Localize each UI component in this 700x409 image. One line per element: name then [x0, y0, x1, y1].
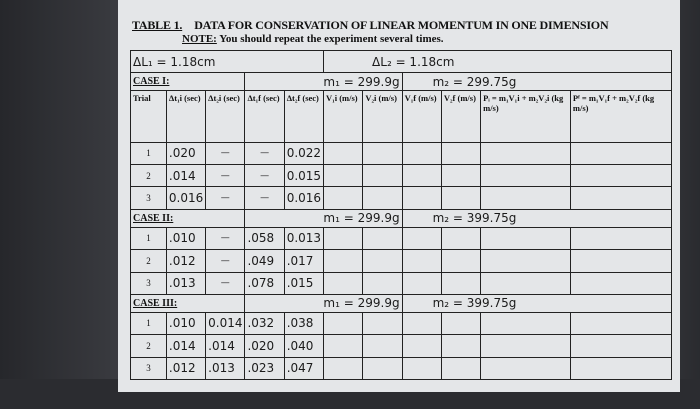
table-row [131, 312, 672, 334]
table-row [131, 250, 672, 272]
table-row [131, 227, 672, 249]
data-cell: — [206, 165, 245, 187]
data-cell: .058 [245, 227, 284, 249]
delta-l2: ΔL₂ = 1.18cm [324, 51, 672, 73]
data-cell: .014 [206, 335, 245, 357]
case2-label [131, 209, 245, 227]
data-cell: .015 [284, 272, 323, 294]
note-text: You should repeat the experiment several times. [219, 33, 444, 45]
data-cell: .010 [166, 312, 205, 334]
trial-cell: 3 [131, 357, 167, 379]
data-cell: — [206, 227, 245, 249]
table-row [131, 142, 672, 164]
data-table [130, 50, 672, 380]
delta-l-row [131, 51, 672, 73]
data-cell: 0.016 [166, 187, 205, 209]
data-cell: — [245, 165, 284, 187]
case3-row [131, 294, 672, 312]
trial-cell: 1 [131, 142, 167, 164]
data-cell: .020 [245, 335, 284, 357]
delta-l1: ΔL₁ = 1.18cm [131, 51, 324, 73]
case1-label [131, 73, 245, 91]
data-cell: 0.013 [284, 227, 323, 249]
case1-label-text: CASE I: [133, 76, 170, 88]
data-cell: 0.016 [284, 187, 323, 209]
data-cell: .038 [284, 312, 323, 334]
header-t2i: Δt₂i (sec) [206, 91, 245, 142]
data-cell: .014 [166, 335, 205, 357]
case1-m2: m₂ = 299.75g [402, 73, 671, 91]
case3-label-text: CASE III: [133, 297, 178, 309]
trial-cell: 2 [131, 165, 167, 187]
header-row [131, 91, 672, 142]
case1-row [131, 73, 672, 91]
data-cell: 0.015 [284, 165, 323, 187]
case2-m1: m₁ = 299.9g [245, 209, 402, 227]
table-row [131, 165, 672, 187]
trial-cell: 3 [131, 187, 167, 209]
data-cell: .078 [245, 272, 284, 294]
data-cell: .049 [245, 250, 284, 272]
data-cell: .013 [166, 272, 205, 294]
header-pi: Pᵢ = m₁V₁i + m₂V₂i (kg m/s) [481, 91, 571, 142]
data-cell: — [206, 272, 245, 294]
data-cell: .047 [284, 357, 323, 379]
header-pf: Pᶠ = m₁V₁f + m₂V₂f (kg m/s) [570, 91, 671, 142]
header-v2f: V₂f (m/s) [441, 91, 480, 142]
case1-m1: m₁ = 299.9g [245, 73, 402, 91]
header-v1i: V₁i (m/s) [324, 91, 363, 142]
case3-m1: m₁ = 299.9g [245, 294, 402, 312]
trial-cell: 1 [131, 312, 167, 334]
table-row [131, 272, 672, 294]
data-cell: .010 [166, 227, 205, 249]
case2-label-text: CASE II: [133, 212, 174, 224]
data-cell: — [206, 187, 245, 209]
data-cell: .012 [166, 357, 205, 379]
case2-row [131, 209, 672, 227]
data-cell: .013 [206, 357, 245, 379]
header-v2i: V₂i (m/s) [363, 91, 402, 142]
trial-cell: 2 [131, 250, 167, 272]
header-t1i: Δt₁i (sec) [166, 91, 205, 142]
data-cell: — [206, 250, 245, 272]
header-t1f: Δt₁f (sec) [245, 91, 284, 142]
case2-m2: m₂ = 399.75g [402, 209, 671, 227]
header-t2f: Δt₂f (sec) [284, 91, 323, 142]
data-cell: .040 [284, 335, 323, 357]
table-title [132, 18, 608, 33]
note-label: NOTE: [182, 33, 217, 45]
note [182, 33, 444, 45]
data-cell: .014 [166, 165, 205, 187]
data-cell: .017 [284, 250, 323, 272]
trial-cell: 2 [131, 335, 167, 357]
case3-label [131, 294, 245, 312]
data-cell: .020 [166, 142, 205, 164]
table-title-text: DATA FOR CONSERVATION OF LINEAR MOMENTUM IN ONE DIMENSION [194, 18, 609, 32]
data-cell: 0.022 [284, 142, 323, 164]
table-title-label: TABLE 1. [132, 18, 183, 32]
header-trial: Trial [131, 91, 167, 142]
case3-m2: m₂ = 399.75g [402, 294, 671, 312]
background-left [0, 0, 120, 409]
data-cell: .032 [245, 312, 284, 334]
header-v1f: V₁f (m/s) [402, 91, 441, 142]
table-row [131, 357, 672, 379]
data-cell: 0.014 [206, 312, 245, 334]
table-row [131, 335, 672, 357]
table-row [131, 187, 672, 209]
data-cell: — [245, 187, 284, 209]
data-cell: .012 [166, 250, 205, 272]
data-cell: .023 [245, 357, 284, 379]
trial-cell: 1 [131, 227, 167, 249]
data-cell: — [206, 142, 245, 164]
data-cell: — [245, 142, 284, 164]
trial-cell: 3 [131, 272, 167, 294]
